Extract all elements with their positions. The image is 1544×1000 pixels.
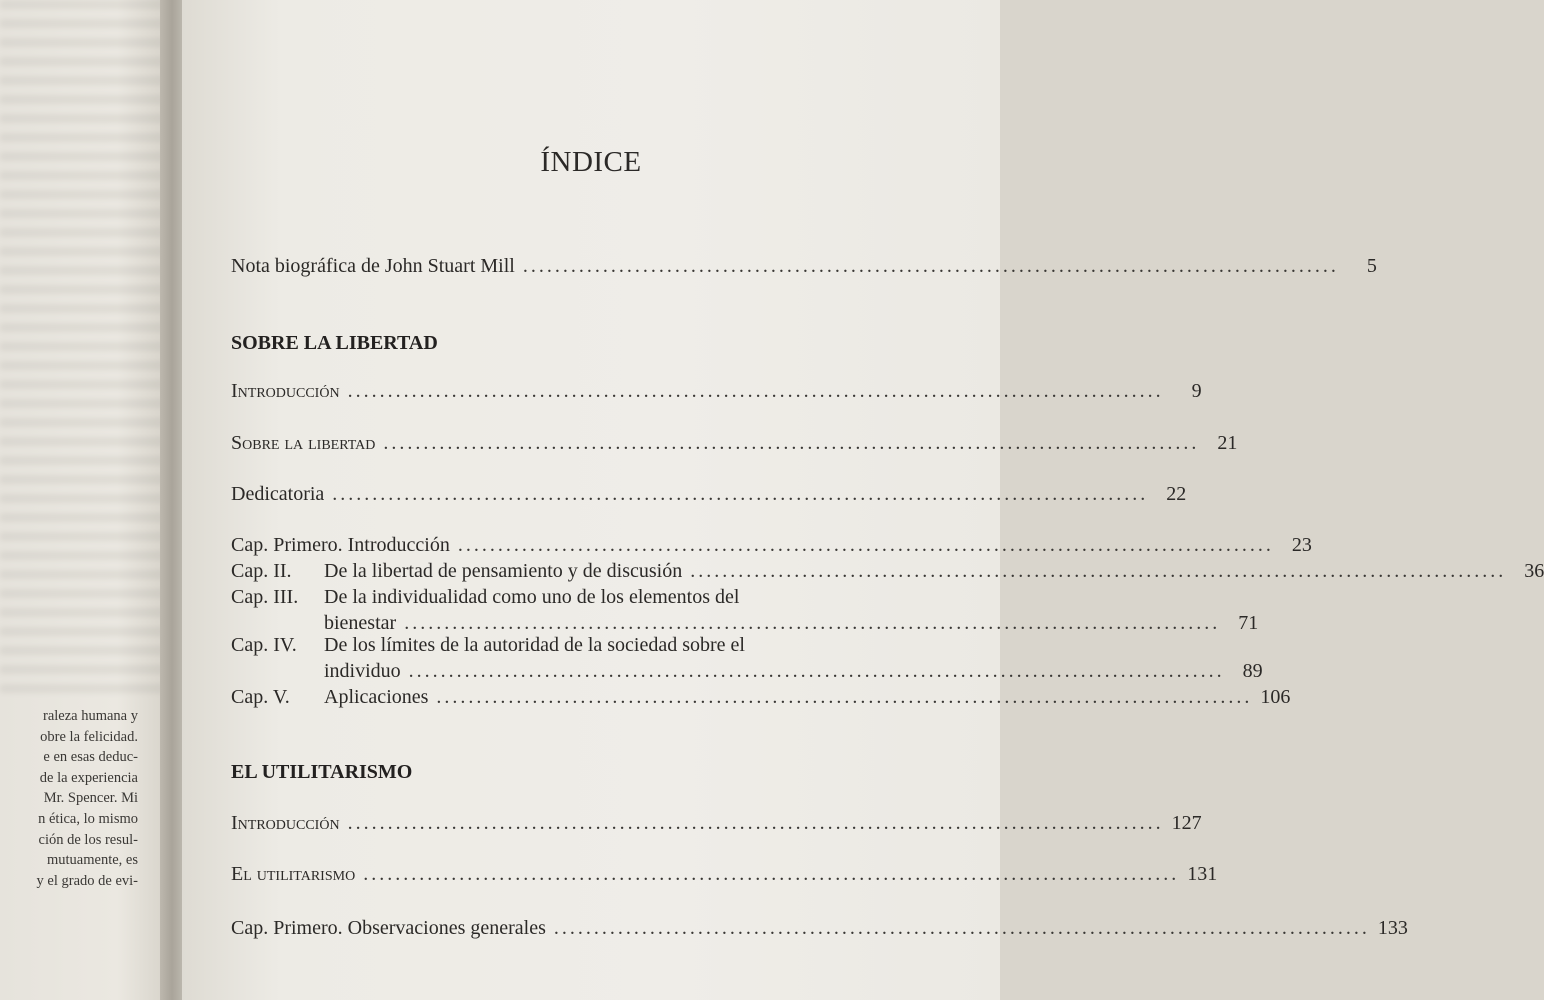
chapter-number: Cap. V. xyxy=(231,686,290,708)
toc-entry-el-utilitarismo xyxy=(231,863,1218,891)
entry-page: 22 xyxy=(1166,483,1187,505)
toc-entry-introduccion xyxy=(231,380,1202,408)
entry-label: Introducción xyxy=(231,380,340,402)
text-line: n ética, lo mismo xyxy=(38,810,138,827)
chapter-title-line-1: De la individualidad como uno de los elementos del xyxy=(324,586,740,608)
entry-label: Cap. Primero. Observaciones generales xyxy=(231,917,546,939)
chapter-number: Cap. II. xyxy=(231,560,292,582)
previous-page-text xyxy=(0,706,138,891)
toc-entry-cap-primero xyxy=(231,534,1312,562)
text-line: raleza humana y xyxy=(42,708,138,724)
text-line: obre la felicidad. xyxy=(40,728,138,745)
blurred-text-area xyxy=(0,0,168,700)
leader-dots: ...................................................................................................... xyxy=(522,255,1339,277)
entry-label: Cap. Primero. Introducción xyxy=(231,534,450,556)
leader-dots: ...................................................................................................... xyxy=(383,432,1200,454)
leader-dots: ...................................................................................................... xyxy=(457,534,1274,556)
toc-entry-introduccion-2 xyxy=(231,812,1202,840)
text-line: Mr. Spencer. Mi xyxy=(43,790,138,807)
leader-dots: ...................................................................................................... xyxy=(690,560,1507,582)
leader-dots: ...................................................................................................... xyxy=(347,812,1164,834)
previous-page xyxy=(0,0,168,1000)
chapter-title-line-2: individuo xyxy=(324,660,401,682)
leader-dots: ...................................................................................................... xyxy=(332,483,1149,505)
entry-page: 36 xyxy=(1524,560,1544,582)
index-page xyxy=(182,0,1544,1000)
chapter-title-line-2: bienestar xyxy=(324,612,397,634)
entry-page: 127 xyxy=(1171,812,1202,834)
toc-entry-sobre-la-libertad xyxy=(231,432,1238,460)
entry-label: Nota biográfica de John Stuart Mill xyxy=(231,255,515,277)
section-heading-utilitarismo: EL UTILITARISMO xyxy=(231,761,413,783)
text-line: mutuamente, es xyxy=(46,852,138,869)
entry-label: El utilitarismo xyxy=(231,863,356,885)
leader-dots: ...................................................................................................... xyxy=(404,612,1221,634)
entry-page: 131 xyxy=(1187,863,1218,885)
entry-page: 89 xyxy=(1242,660,1263,682)
leader-dots: ...................................................................................................... xyxy=(347,380,1164,402)
chapter-title-line-1: De los límites de la autoridad de la sociedad sobre el xyxy=(324,634,745,656)
text-line: e en esas deduc- xyxy=(43,749,138,766)
chapter-title: De la libertad de pensamiento y de discusión xyxy=(324,560,683,582)
entry-page: 71 xyxy=(1238,612,1259,634)
entry-page: 5 xyxy=(1366,255,1377,277)
entry-page: 21 xyxy=(1217,432,1238,454)
leader-dots: ...................................................................................................... xyxy=(436,686,1253,708)
text-line: ción de los resul- xyxy=(38,831,138,848)
leader-dots: ...................................................................................................... xyxy=(408,660,1225,682)
chapter-number: Cap. III. xyxy=(231,586,299,608)
chapter-title: Aplicaciones xyxy=(324,686,429,708)
leader-dots: ...................................................................................................... xyxy=(553,917,1370,939)
text-line: y el grado de evi- xyxy=(36,872,138,889)
entry-label: Sobre la libertad xyxy=(231,432,376,454)
page-title: ÍNDICE xyxy=(540,146,642,178)
chapter-number: Cap. IV. xyxy=(231,634,297,656)
entry-page: 106 xyxy=(1260,686,1291,708)
toc-entry-bio xyxy=(231,255,1377,283)
entry-label: Dedicatoria xyxy=(231,483,325,505)
leader-dots: ...................................................................................................... xyxy=(363,863,1180,885)
entry-page: 23 xyxy=(1291,534,1312,556)
entry-label: Introducción xyxy=(231,812,340,834)
toc-entry-dedicatoria xyxy=(231,483,1187,511)
entry-page: 133 xyxy=(1377,917,1408,939)
text-line: de la experiencia xyxy=(39,769,138,786)
section-heading-libertad: SOBRE LA LIBERTAD xyxy=(231,332,438,354)
toc-entry-observaciones xyxy=(231,917,1408,945)
entry-page: 9 xyxy=(1191,380,1202,402)
